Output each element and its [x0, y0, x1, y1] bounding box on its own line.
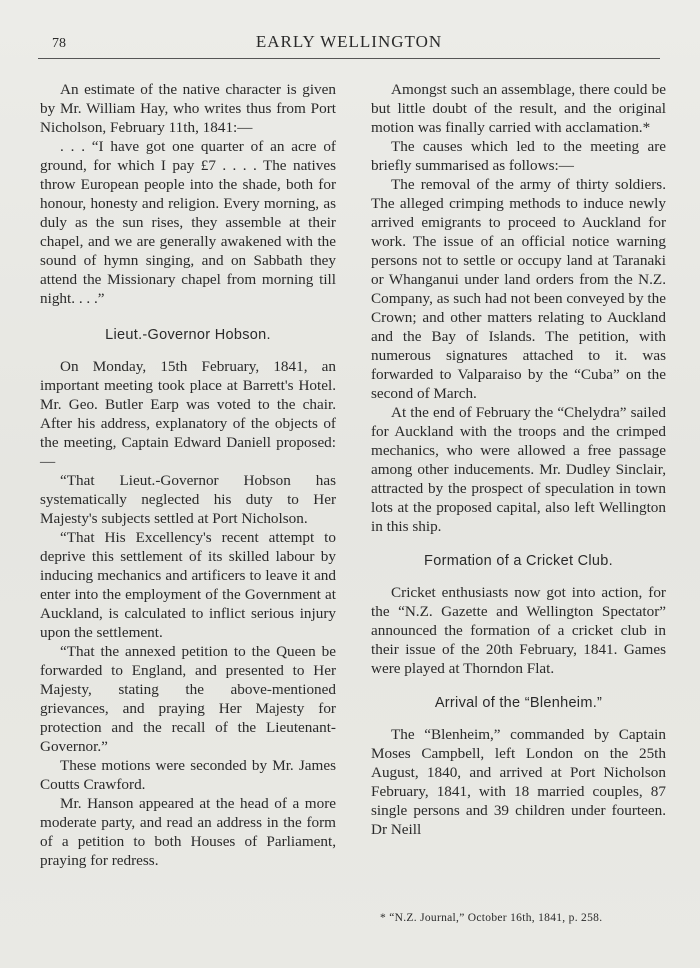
page-number: 78: [52, 36, 66, 51]
page-header: [38, 30, 660, 59]
section-heading-blenheim: Arrival of the “Blenheim.”: [434, 695, 603, 711]
paragraph: The “Blenheim,” commanded by Captain Moses Campbell, left London on the 25th August, 1840, and arrived at Port Nicholson February, 1841, with 18 married couples, 87 single persons and 39 children under fourteen. Dr Neill: [371, 726, 666, 838]
footnote: * “N.Z. Journal,” October 16th, 1841, p. 258.: [380, 912, 603, 924]
paragraph: The removal of the army of thirty soldiers. The alleged crimping methods to induce newly arrived emigrants to proceed to Auckland for work. The issue of an official notice warning persons not to settle or occupy land at Taranaki or Whanganui under land orders from the N.Z. Company, as such had not been conveyed by the Crown; and other matters relating to Auckland and the Bay of Islands. The petition, with numerous signatures attached to it. was forwarded to Valparaiso by the “Cuba” on the second of March.: [371, 176, 666, 402]
paragraph: Mr. Hanson appeared at the head of a more moderate party, and read an address in the form of a petition to both Houses of Parliament, praying for redress.: [40, 795, 336, 869]
resolution-paragraph: “That the annexed petition to the Queen be forwarded to England, and presented to Her Majesty, stating the above-mentioned grievances, and praying Her Majesty for protection and the recall of the Lieutenant-Governor.”: [40, 643, 336, 755]
paragraph: The causes which led to the meeting are briefly summarised as follows:—: [371, 138, 666, 174]
quoted-letter-paragraph: . . . “I have got one quarter of an acre of ground, for which I pay £7 . . . . The natives throw European people into the shade, both for honour, honesty and religion. Every morning, as duly as the sun rises, they assemble at their chapel, and we are generally awakened with the sound of hymn singing, and on Sabbath they attend the Missionary chapel from morning till night. . . .”: [40, 138, 336, 307]
section-heading-hobson: Lieut.-Governor Hobson.: [105, 327, 271, 343]
paragraph: At the end of February the “Chelydra” sailed for Auckland with the troops and the crimped mechanics, who were allowed a free passage among other inducements. Mr. Dudley Sinclair, attracted by the prospect of speculation in town lots at the proposed capital, also left Wellington in this ship.: [371, 404, 666, 535]
section-heading-cricket-club: Formation of a Cricket Club.: [424, 553, 613, 569]
paragraph: An estimate of the native character is given by Mr. William Hay, who writes thus from Port Nicholson, February 11th, 1841:—: [40, 81, 336, 136]
paragraph: On Monday, 15th February, 1841, an important meeting took place at Barrett's Hotel. Mr. Geo. Butler Earp was voted to the chair. After his address, explanatory of the objects of the meeting, Captain Edward Daniell proposed:—: [40, 358, 336, 470]
paragraph: Cricket enthusiasts now got into action, for the “N.Z. Gazette and Wellington Spectator” announced the formation of a cricket club in their issue of the 20th February, 1841. Games were played at Thorndon Flat.: [371, 584, 666, 677]
paragraph: Amongst such an assemblage, there could be but little doubt of the result, and the original motion was finally carried with acclamation.*: [371, 81, 666, 136]
running-title: EARLY WELLINGTON: [255, 32, 443, 51]
resolution-paragraph: “That His Excellency's recent attempt to deprive this settlement of its skilled labour by inducing mechanics and artificers to leave it and enter into the employment of the Government at Auckland, is calculated to inflict serious injury upon the settlement.: [40, 529, 336, 641]
left-column: [40, 80, 336, 870]
right-column: [371, 80, 666, 839]
paragraph: These motions were seconded by Mr. James Coutts Crawford.: [40, 757, 336, 793]
resolution-paragraph: “That Lieut.-Governor Hobson has systematically neglected his duty to Her Majesty's subjects settled at Port Nicholson.: [40, 472, 336, 527]
